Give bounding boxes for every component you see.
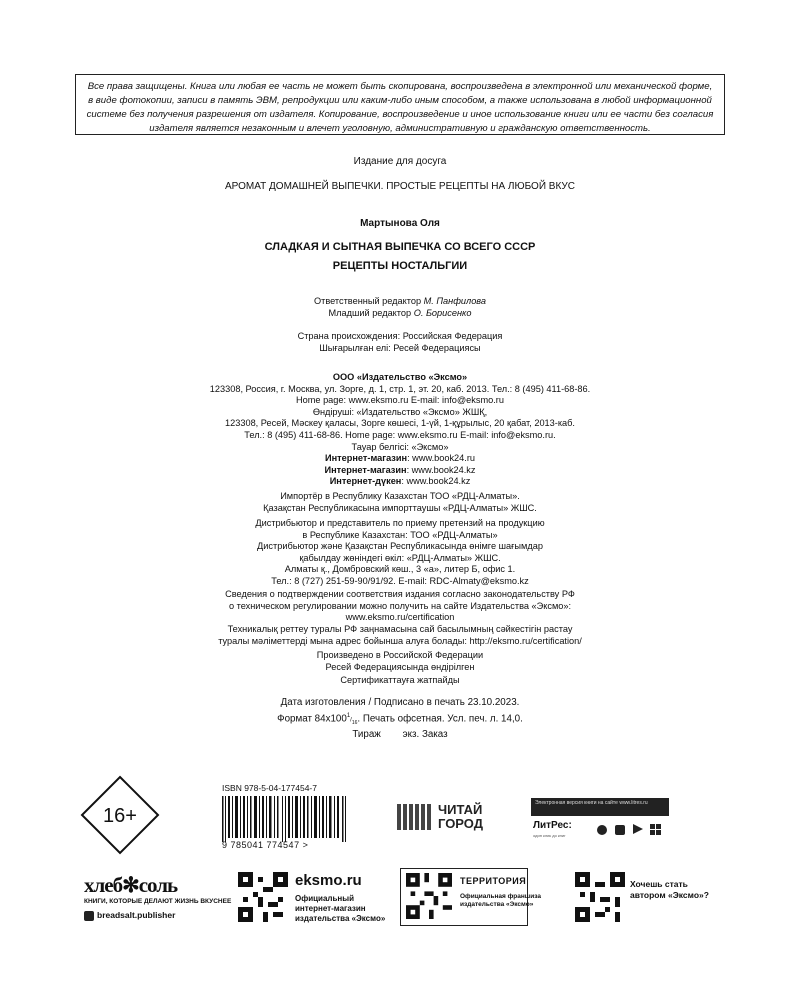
hleb-sol-tagline: КНИГИ, КОТОРЫЕ ДЕЛАЮТ ЖИЗНЬ ВКУСНЕЕ <box>84 898 232 905</box>
origin: Страна происхождения: Российская Федерация Шығарылған елі: Ресей Федерациясы <box>297 331 503 353</box>
territory-logo: ТЕРРИТОРИЯ <box>460 876 527 886</box>
shop-line: Интернет-дүкен: www.book24.kz <box>329 476 471 487</box>
author-name: Мартынова Оля <box>360 218 440 229</box>
become-author-link[interactable]: Хочешь стать автором «Эксмо»? <box>630 879 709 900</box>
litres-logo: ЛитРес: <box>533 820 572 831</box>
print-format: Формат $84x100^1/_{16}$. Печать офсетная. Усл. печ. л. 14,0. <box>277 712 523 726</box>
print-info <box>0 697 800 742</box>
litres-banner: Электронная версия книги на сайте www.litres.ru <box>531 798 669 816</box>
apple-icon <box>597 825 607 835</box>
distributor: Дистрибьютор и представитель по приему претензий на продукцию в Республике Казахстан: ТОО «РДЦ-Алматы» Дистрибьютор және Қазақстан Республикасында өнімге шағымдар қабылдау жөніндегі өкіл: «РДЦ-Алматы» ЖШС. Алматы қ., Домбровский көш., 3 «а», литер Б, офис 1. Тел.: 8 (727) 251-59-90/91/92. E-mail: RDC-Almaty@eksmo.kz <box>255 518 545 586</box>
age-rating-text: 16+ <box>103 805 137 827</box>
qr-code-icon[interactable] <box>238 872 288 922</box>
book-title: СЛАДКАЯ И СЫТНАЯ ВЫПЕЧКА СО ВСЕГО СССР <box>264 241 536 253</box>
chitai-gorod-logo: ЧИТАЙ ГОРОД <box>438 802 484 831</box>
platform-icons <box>595 822 665 836</box>
vk-icon <box>84 911 94 921</box>
barcode <box>222 796 350 842</box>
shop-line: Интернет-магазин: www.book24.ru <box>325 453 475 464</box>
play-icon <box>633 824 643 834</box>
barcode-number: 9 785041 774547 > <box>222 840 309 850</box>
isbn: ISBN 978-5-04-177454-7 <box>222 783 317 793</box>
litres-tagline: один клик до книг <box>533 833 566 838</box>
book-subtitle: РЕЦЕПТЫ НОСТАЛЬГИИ <box>332 260 468 272</box>
hleb-sol-social: breadsalt.publisher <box>84 910 175 921</box>
produced-in: Произведено в Российской Федерации Ресей Федерациясында өндірілген <box>316 650 484 672</box>
hleb-sol-logo: хлеб✻соль <box>84 873 178 897</box>
importer: Импортёр в Республику Казахстан ТОО «РДЦ-Алматы». Қазақстан Республикасына импорттаушы «РДЦ-Алматы» ЖШС. <box>263 491 537 513</box>
territory-description: Официальная франшиза издательства «Эксмо» <box>460 893 541 908</box>
copyright-notice: Все права защищены. Книга или любая ее часть не может быть скопирована, воспроизведена в электронной или механической форме, в виде фотокопии, записи в память ЭВМ, репродукции или каким-либо иным способом, а также использована в любой информационной системе без получения разрешения от издателя. Копирование, воспроизведение и иное использование книги или ее части без согласия издателя является незаконным и влечет уголовную, административную и гражданскую ответственность. <box>75 74 725 135</box>
edition-type: Издание для досуга <box>353 156 447 167</box>
chief-editor: Ответственный редактор М. Панфилова <box>313 296 487 306</box>
publisher-info: ООО «Издательство «Эксмо» 123308, Россия, г. Москва, ул. Зорге, д. 1, стр. 1, эт. 20, каб. 2013. Тел.: 8 (495) 411-68-86. Home page: www.eksmo.ru E-mail: info@eksmo.ru Өндіруші: «Издательство «Эксмо» ЖШҚ, 123308, Ресей, Мәскеу қаласы, Зорге көшесі, 1-үй, 1-құрылыс, 20 қабат, 2013-каб. Тел.: 8 (495) 411-68-86. Home page: www.eksmo.ru E-mail: info@eksmo.ru. Тауар белгісі: «Эксмо» Интернет-магазин: www.book24.ru Интернет-магазин: www.book24.kz Интернет-дүкен: www.book24.kz <box>0 372 800 488</box>
age-rating-badge <box>80 775 160 855</box>
series-title: АРОМАТ ДОМАШНЕЙ ВЫПЕЧКИ. ПРОСТЫЕ РЕЦЕПТЫ НА ЛЮБОЙ ВКУС <box>225 181 575 192</box>
windows-icon <box>650 824 661 835</box>
no-certification: Сертификаттауға жатпайды <box>340 675 460 685</box>
publisher-name: ООО «Издательство «Эксмо» <box>332 372 468 382</box>
print-date: Дата изготовления / Подписано в печать 23.10.2023. <box>280 697 520 708</box>
eksmo-description: Официальный интернет-магазин издательства «Эксмо» <box>295 894 386 923</box>
chitai-gorod-icon <box>397 802 433 832</box>
qr-code-icon[interactable] <box>575 872 625 922</box>
android-icon <box>615 825 625 835</box>
editors <box>0 296 800 319</box>
junior-editor: Младший редактор О. Борисенко <box>328 307 472 318</box>
qr-code-icon[interactable] <box>406 873 452 919</box>
certification-kz: Техникалық реттеу туралы РФ заңнамасына сай басылымның сәйкестігін растау туралы мәліметтерді мына адрес бойынша алуға болады: http://eksmo.ru/certification/ <box>218 624 582 646</box>
shop-line: Интернет-магазин: www.book24.kz <box>324 464 476 475</box>
print-run: Тираж экз. Заказ <box>352 729 448 741</box>
eksmo-site-link[interactable]: eksmo.ru <box>295 872 362 889</box>
certification-ru: Сведения о подтверждении соответствия издания согласно законодательству РФ о техническом регулировании можно получить на сайте Издательства «Эксмо»: www.eksmo.ru/certification <box>225 589 575 623</box>
